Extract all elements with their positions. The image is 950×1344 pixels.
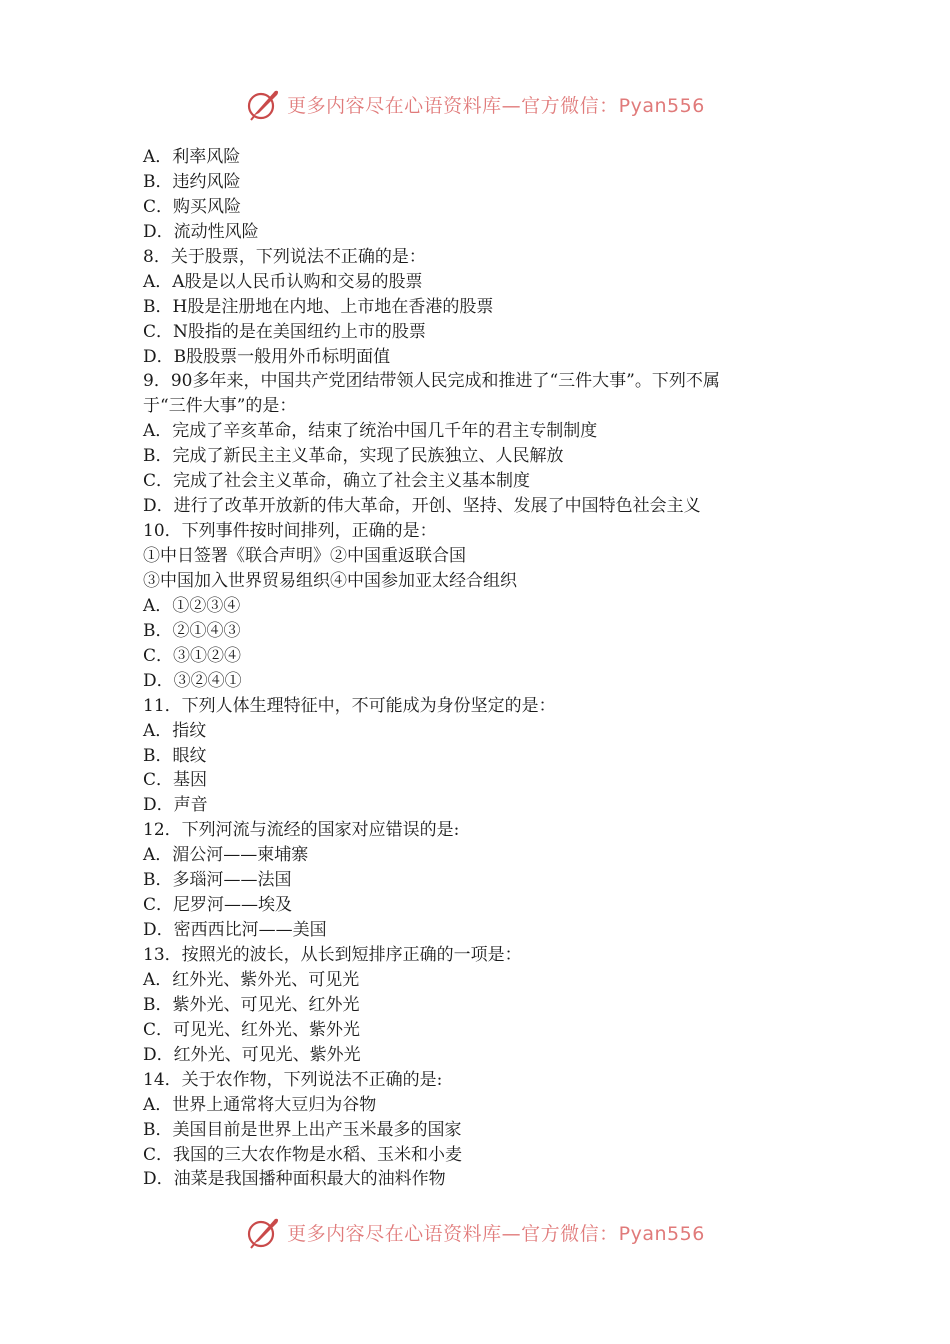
option-line: C．③①②④ (143, 645, 242, 666)
question-line-continued: 于“三件大事”的是： (143, 396, 297, 417)
question-line: 9．90多年来，中国共产党团结带领人民完成和推进了“三件大事”。下列不属 (143, 371, 720, 392)
option-line: B．②①④③ (143, 620, 241, 641)
header-banner (0, 84, 950, 124)
quill-circle-icon (245, 86, 281, 122)
footer-banner (0, 1212, 950, 1252)
option-line: D．红外光、可见光、紫外光 (143, 1044, 361, 1065)
option-line: B．眼纹 (143, 745, 207, 766)
option-line: C．购买风险 (143, 196, 242, 217)
option-line: C．N股指的是在美国纽约上市的股票 (143, 321, 426, 342)
event-line: ③中国加入世界贸易组织④中国参加亚太经合组织 (143, 570, 517, 591)
option-line: B．H股是注册地在内地、上市地在香港的股票 (143, 296, 494, 317)
question-line: 14．关于农作物，下列说法不正确的是: (143, 1069, 443, 1090)
option-line: C．尼罗河——埃及 (143, 895, 293, 916)
question-line: 11．下列人体生理特征中，不可能成为身份坚定的是： (143, 695, 556, 716)
option-line: C．我国的三大农作物是水稻、玉米和小麦 (143, 1144, 463, 1165)
option-line: C．可见光、红外光、紫外光 (143, 1019, 361, 1040)
option-line: D．油菜是我国播种面积最大的油料作物 (143, 1169, 446, 1190)
option-line: D．进行了改革开放新的伟大革命，开创、坚持、发展了中国特色社会主义 (143, 496, 701, 517)
option-line: D．流动性风险 (143, 221, 259, 242)
document-body (143, 145, 823, 1192)
option-line: B．美国目前是世界上出产玉米最多的国家 (143, 1119, 462, 1140)
question-line: 12．下列河流与流经的国家对应错误的是: (143, 820, 460, 841)
option-line: A．利率风险 (143, 147, 241, 167)
option-line: A．指纹 (143, 720, 207, 741)
event-line: ①中日签署《联合声明》②中国重返联合国 (143, 546, 466, 566)
option-line: A．湄公河——柬埔寨 (143, 845, 309, 866)
option-line: B．多瑙河——法国 (143, 870, 292, 891)
question-line: 8．关于股票，下列说法不正确的是： (143, 246, 426, 267)
question-line: 13．按照光的波长，从长到短排序正确的一项是： (143, 945, 522, 965)
option-line: D．B股股票一般用外币标明面值 (143, 346, 391, 367)
quill-circle-icon (245, 1214, 281, 1250)
option-line: D．③②④① (143, 670, 242, 691)
option-line: D．声音 (143, 795, 208, 816)
option-line: A．世界上通常将大豆归为谷物 (143, 1094, 377, 1115)
option-line: D．密西西比河——美国 (143, 920, 327, 941)
option-line: A．①②③④ (143, 595, 241, 616)
option-line: A．红外光、紫外光、可见光 (143, 969, 360, 990)
question-line: 10．下列事件按时间排列，正确的是： (143, 521, 437, 542)
option-line: A．完成了辛亥革命，结束了统治中国几千年的君主专制制度 (143, 421, 598, 442)
option-line: C．基因 (143, 770, 208, 791)
banner-text: 更多内容尽在心语资料库—官方微信：Pyan556 (287, 94, 705, 117)
option-line: C．完成了社会主义革命，确立了社会主义基本制度 (143, 471, 531, 492)
option-line: B．紫外光、可见光、红外光 (143, 994, 360, 1015)
banner-text: 更多内容尽在心语资料库—官方微信：Pyan556 (287, 1222, 705, 1245)
option-line: B．违约风险 (143, 171, 241, 192)
option-line: A．A股是以人民币认购和交易的股票 (143, 271, 423, 292)
option-line: B．完成了新民主主义革命，实现了民族独立、人民解放 (143, 446, 564, 467)
